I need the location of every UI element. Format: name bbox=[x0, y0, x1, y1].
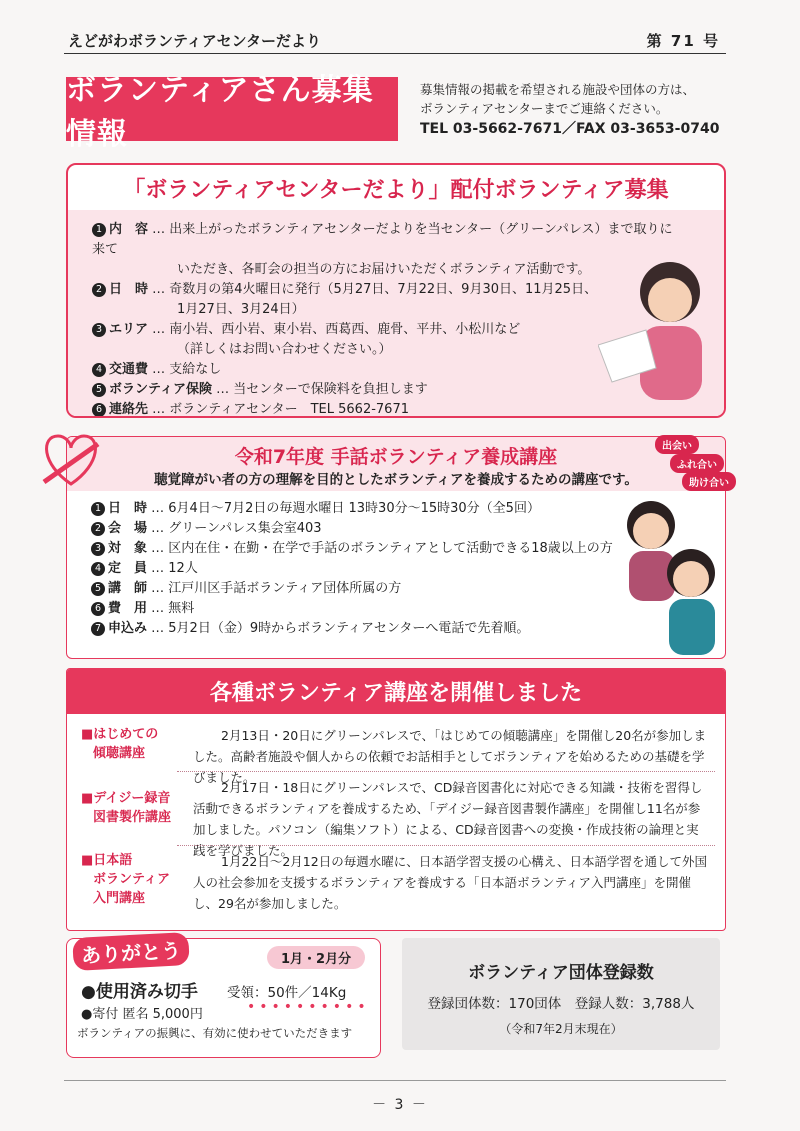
list-item-cont: 1月27日、3月24日） bbox=[177, 302, 305, 317]
banner-info-line: ボランティアセンターまでご連絡ください。 bbox=[420, 101, 669, 116]
course-label-line: 傾聴講座 bbox=[93, 746, 146, 761]
item-label: 対 象 bbox=[108, 541, 148, 556]
info-list bbox=[77, 499, 637, 639]
item-text: … 出来上がったボランティアセンターだよりを当センター（グリーンパレス）まで取りに来て bbox=[92, 222, 673, 257]
item-label: 連絡先 bbox=[109, 402, 149, 417]
list-item bbox=[77, 559, 637, 579]
info-list bbox=[78, 220, 678, 418]
number-icon: 7 bbox=[91, 622, 105, 636]
item-label: 内 容 bbox=[109, 222, 149, 237]
section-subtitle: 聴覚障がい者の方の理解を目的としたボランティアを養成するための講座です。 bbox=[154, 472, 638, 488]
list-item bbox=[77, 599, 637, 619]
stamps-detail: 受領：50件／14Kg bbox=[227, 985, 347, 1001]
course-text: 2月17日・18日にグリーンパレスで、CD録音図書化に対応できる知識・技術を習得し活動できるボランティアを養成するため、「デイジー録音図書製作講座」を開催し11名が参加しました。パソコン（編集ソフト）による、CD録音図書への変換・作成技術の論理と実践を学びました。 bbox=[193, 780, 703, 858]
number-icon: 1 bbox=[91, 502, 105, 516]
item-label: ボランティア保険 bbox=[109, 382, 212, 397]
thanks-box bbox=[66, 938, 381, 1058]
item-text: … グリーンパレス集会室403 bbox=[151, 521, 322, 536]
list-item bbox=[78, 220, 678, 260]
newsletter-title: えどがわボランティアセンターだより bbox=[68, 32, 322, 50]
item-label: 日 時 bbox=[108, 501, 148, 516]
courses-held-section bbox=[66, 668, 726, 931]
course-label bbox=[81, 851, 191, 908]
footer-rule bbox=[64, 1080, 726, 1081]
issue-number: 第 71 号 bbox=[646, 32, 720, 50]
number-icon: 2 bbox=[92, 283, 106, 297]
number-icon: 5 bbox=[92, 383, 106, 397]
course-item bbox=[81, 851, 711, 914]
recruitment-banner: ボランティアさん募集情報 bbox=[66, 77, 398, 141]
heart-ribbon-icon bbox=[36, 424, 106, 498]
item-label: 定 員 bbox=[108, 561, 148, 576]
course-label-line: ボランティア bbox=[93, 872, 170, 887]
item-text: … 12人 bbox=[151, 561, 198, 576]
list-item bbox=[78, 280, 678, 300]
item-label: 申込み bbox=[108, 621, 148, 636]
course-label-line: ■日本語 bbox=[81, 853, 133, 868]
stamps-label: ●使用済み切手 bbox=[81, 982, 198, 1002]
woman-with-papers-illustration bbox=[598, 250, 718, 400]
page-number: － 3 － bbox=[372, 1097, 428, 1113]
item-label: エリア bbox=[109, 322, 149, 337]
list-item-cont: いただき、各町会の担当の方にお届けいただくボランティア活動です。 bbox=[177, 262, 591, 277]
list-item bbox=[77, 519, 637, 539]
item-text: … 区内在住・在勤・在学で手話のボランティアとして活動できる18歳以上の方 bbox=[151, 541, 613, 556]
item-text: … 江戸川区手話ボランティア団体所属の方 bbox=[151, 581, 402, 596]
donation: ●寄付 匿名 5,000円 bbox=[81, 1007, 203, 1022]
course-label-line: ■はじめての bbox=[81, 727, 159, 742]
number-icon: 5 bbox=[91, 582, 105, 596]
item-text: … 南小岩、西小岩、東小岩、西葛西、鹿骨、平井、小松川など bbox=[152, 322, 521, 337]
registration-date: （令和7年2月末現在） bbox=[499, 1022, 623, 1036]
course-text: 2月13日・20日にグリーンパレスで、「はじめての傾聴講座」を開催し20名が参加しました。高齢者施設や個人からの依頼でお話相手としてボランティアを始めるための基礎を学びました。 bbox=[193, 728, 707, 785]
bubble-label: ふれ合い bbox=[670, 454, 724, 473]
section-title: 各種ボランティア講座を開催しました bbox=[67, 669, 725, 714]
number-icon: 4 bbox=[92, 363, 106, 377]
item-text: … 支給なし bbox=[152, 362, 222, 377]
section-title: 「ボランティアセンターだより」配付ボランティア募集 bbox=[123, 178, 669, 203]
item-text: … 無料 bbox=[151, 601, 195, 616]
sign-language-people-illustration bbox=[621, 495, 721, 655]
item-text: … ボランティアセンター TEL 5662-7671 bbox=[152, 402, 409, 417]
list-item bbox=[77, 539, 637, 559]
course-label-line: 図書製作講座 bbox=[93, 810, 172, 825]
header-rule bbox=[64, 53, 726, 54]
item-label: 交通費 bbox=[109, 362, 149, 377]
section-body bbox=[68, 210, 724, 416]
registration-box bbox=[402, 938, 720, 1050]
list-item bbox=[78, 320, 678, 340]
item-label: 日 時 bbox=[109, 282, 149, 297]
thanks-note: ボランティアの振興に、有効に使わせていただきます bbox=[77, 1026, 353, 1040]
item-label: 会 場 bbox=[108, 521, 148, 536]
list-item bbox=[78, 400, 678, 418]
distribution-volunteer-section bbox=[66, 163, 726, 418]
number-icon: 6 bbox=[91, 602, 105, 616]
number-icon: 6 bbox=[92, 403, 106, 417]
divider bbox=[177, 845, 715, 846]
course-text: 1月22日～2月12日の毎週水曜に、日本語学習支援の心構え、日本語学習を通して外国人の社会参加を支援するボランティアを養成する「日本語ボランティア入門講座」を開催し、29名が参加しました。 bbox=[193, 854, 707, 911]
course-label bbox=[81, 789, 191, 827]
bubble-label: 出会い bbox=[655, 435, 699, 454]
divider bbox=[177, 771, 715, 772]
sign-language-course-section bbox=[66, 436, 726, 659]
list-item bbox=[78, 380, 678, 400]
course-label-line: 入門講座 bbox=[93, 891, 146, 906]
list-item-cont: （詳しくはお問い合わせください。） bbox=[177, 342, 392, 357]
item-text: … 5月2日（金）9時からボランティアセンターへ電話で先着順。 bbox=[151, 621, 530, 636]
number-icon: 3 bbox=[91, 542, 105, 556]
section-header bbox=[67, 437, 725, 491]
number-icon: 4 bbox=[91, 562, 105, 576]
dot-leader: •••••••••• bbox=[247, 999, 370, 1015]
list-item bbox=[77, 579, 637, 599]
number-icon: 1 bbox=[92, 223, 106, 237]
item-text: … 奇数月の第4火曜日に発行（5月27日、7月22日、9月30日、11月25日、 bbox=[152, 282, 598, 297]
item-label: 費 用 bbox=[108, 601, 148, 616]
item-text: … 6月4日～7月2日の毎週水曜日 13時30分～15時30分（全5回） bbox=[151, 501, 540, 516]
banner-info-line: 募集情報の掲載を希望される施設や団体の方は、 bbox=[420, 82, 696, 97]
section-title: 令和7年度 手話ボランティア養成講座 bbox=[234, 446, 558, 468]
month-badge: 1月・2月分 bbox=[267, 946, 365, 969]
registration-counts: 登録団体数：170団体 登録人数：3,788人 bbox=[427, 996, 695, 1012]
course-label-line: ■デイジー録音 bbox=[81, 791, 171, 806]
number-icon: 2 bbox=[91, 522, 105, 536]
number-icon: 3 bbox=[92, 323, 106, 337]
banner-tel: TEL 03-5662-7671／FAX 03-3653-0740 bbox=[420, 121, 720, 137]
banner-info bbox=[420, 80, 740, 139]
list-item bbox=[78, 360, 678, 380]
list-item bbox=[77, 499, 637, 519]
item-text: … 当センターで保険料を負担します bbox=[216, 382, 428, 397]
bubble-label: 助け合い bbox=[682, 472, 736, 491]
thanks-title: ありがとう bbox=[72, 932, 190, 971]
registration-title: ボランティア団体登録数 bbox=[468, 963, 654, 983]
course-label bbox=[81, 725, 191, 763]
item-label: 講 師 bbox=[108, 581, 148, 596]
course-item bbox=[81, 777, 711, 861]
list-item bbox=[77, 619, 637, 639]
